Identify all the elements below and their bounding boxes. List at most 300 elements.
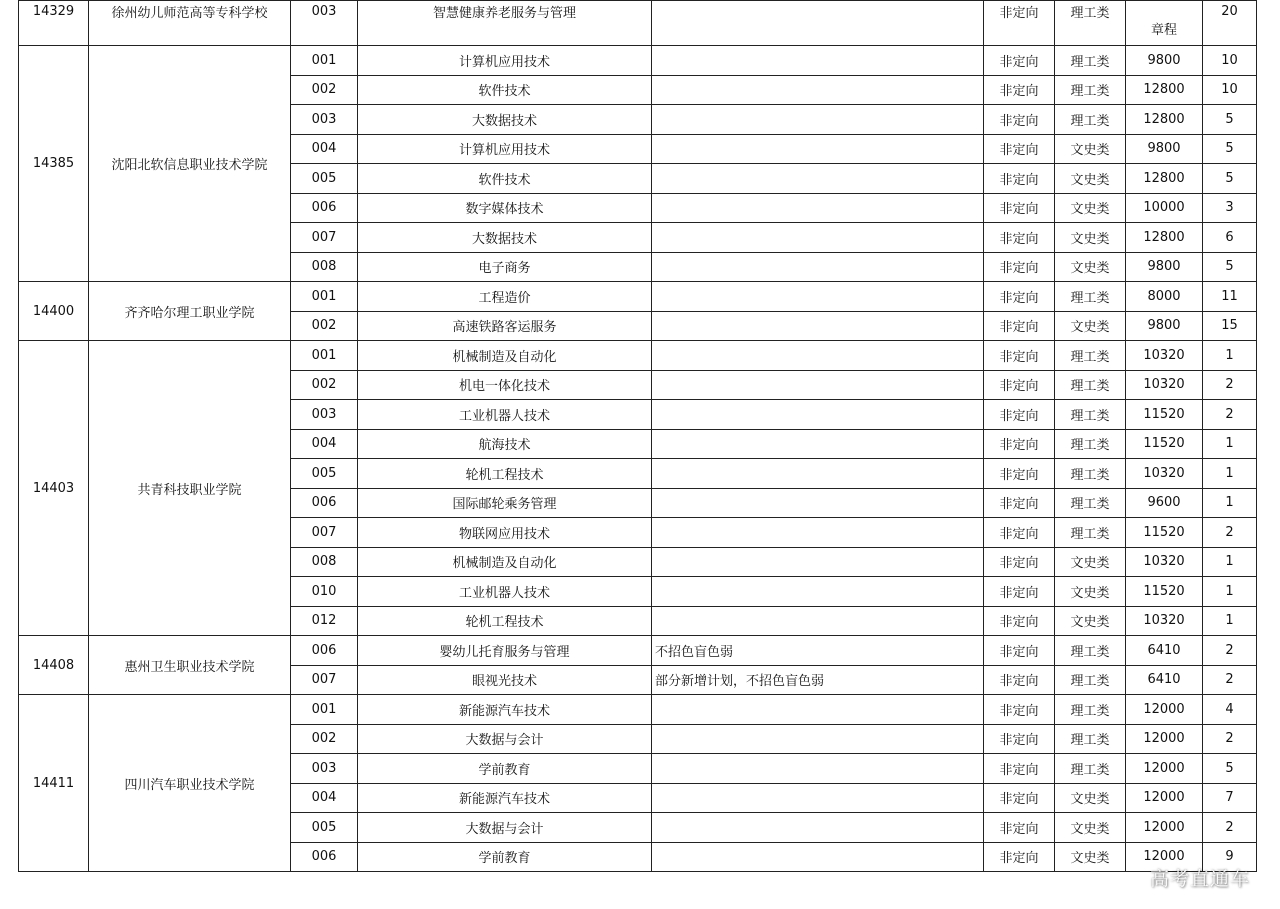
quota-cell — [1203, 134, 1257, 164]
direction-cell — [984, 46, 1055, 76]
major-name: 电子商务 — [478, 261, 531, 277]
category-cell — [1055, 665, 1126, 695]
quota: 5 — [1225, 259, 1234, 275]
direction-cell — [984, 370, 1055, 400]
major-code-cell — [291, 695, 358, 725]
category-cell — [1055, 1, 1126, 46]
major-code: 003 — [311, 111, 337, 127]
major-code: 007 — [311, 229, 337, 245]
major-name-cell — [358, 842, 652, 872]
quota: 1 — [1225, 495, 1234, 511]
major-code: 002 — [311, 731, 337, 747]
major-code-cell — [291, 193, 358, 223]
major-name-cell — [358, 518, 652, 548]
category-cell — [1055, 606, 1126, 636]
major-code-cell — [291, 429, 358, 459]
category: 文史类 — [1070, 172, 1110, 188]
school-name: 沈阳北软信息职业技术学院 — [111, 158, 268, 173]
category: 理工类 — [1070, 5, 1110, 21]
admissions-plan-table — [18, 0, 1257, 872]
direction-cell — [984, 311, 1055, 341]
direction-cell — [984, 459, 1055, 489]
direction: 非定向 — [999, 851, 1039, 867]
fee-cell — [1126, 75, 1203, 105]
category: 文史类 — [1070, 143, 1110, 159]
major-code: 005 — [311, 819, 337, 835]
table-body — [19, 1, 1257, 872]
note-cell — [652, 105, 984, 135]
fee-cell — [1126, 223, 1203, 253]
category-cell — [1055, 193, 1126, 223]
direction: 非定向 — [999, 821, 1039, 837]
school-code: 14408 — [32, 657, 75, 673]
major-name: 学前教育 — [478, 851, 531, 867]
major-name-cell — [358, 606, 652, 636]
major-code: 010 — [311, 583, 337, 599]
fee: 10320 — [1143, 465, 1185, 481]
fee: 10320 — [1143, 377, 1185, 393]
major-code-cell — [291, 282, 358, 312]
direction: 非定向 — [999, 379, 1039, 395]
major-code: 008 — [311, 554, 337, 570]
direction-cell — [984, 341, 1055, 371]
note-cell — [652, 459, 984, 489]
direction: 非定向 — [999, 703, 1039, 719]
quota: 3 — [1225, 200, 1234, 216]
category-cell — [1055, 488, 1126, 518]
direction: 非定向 — [999, 438, 1039, 454]
note-cell — [652, 75, 984, 105]
major-code: 001 — [311, 347, 337, 363]
major-code: 008 — [311, 259, 337, 275]
major-name-cell — [358, 1, 652, 46]
note-cell — [652, 577, 984, 607]
note-cell — [652, 783, 984, 813]
quota-cell — [1203, 46, 1257, 76]
note-cell — [652, 400, 984, 430]
quota-cell — [1203, 282, 1257, 312]
major-name-cell — [358, 459, 652, 489]
category: 理工类 — [1070, 467, 1110, 483]
major-code-cell — [291, 75, 358, 105]
major-code-cell — [291, 547, 358, 577]
category: 文史类 — [1070, 585, 1110, 601]
quota-cell — [1203, 1, 1257, 46]
category-cell — [1055, 370, 1126, 400]
direction: 非定向 — [999, 408, 1039, 424]
quota: 1 — [1225, 436, 1234, 452]
fee: 12000 — [1143, 849, 1185, 865]
fee: 11520 — [1143, 583, 1185, 599]
school-name-cell — [89, 695, 291, 872]
major-name-cell — [358, 400, 652, 430]
major-name: 机械制造及自动化 — [452, 556, 557, 572]
note-cell — [652, 754, 984, 784]
category-cell — [1055, 429, 1126, 459]
fee: 12800 — [1143, 111, 1185, 127]
note-cell — [652, 341, 984, 371]
quota: 1 — [1225, 554, 1234, 570]
note-cell — [652, 311, 984, 341]
quota-cell — [1203, 311, 1257, 341]
major-name: 工业机器人技术 — [458, 408, 550, 424]
fee-cell — [1126, 577, 1203, 607]
major-name: 工程造价 — [478, 290, 531, 306]
quota-cell — [1203, 370, 1257, 400]
quota-cell — [1203, 518, 1257, 548]
major-name: 国际邮轮乘务管理 — [452, 497, 557, 513]
note-cell — [652, 518, 984, 548]
category-cell — [1055, 75, 1126, 105]
major-name: 软件技术 — [478, 84, 531, 100]
major-name-cell — [358, 665, 652, 695]
fee-cell — [1126, 400, 1203, 430]
quota-cell — [1203, 252, 1257, 282]
category: 理工类 — [1070, 113, 1110, 129]
major-name-cell — [358, 813, 652, 843]
category: 理工类 — [1070, 733, 1110, 749]
major-code: 001 — [311, 52, 337, 68]
fee: 10320 — [1143, 554, 1185, 570]
direction-cell — [984, 754, 1055, 784]
major-code: 003 — [311, 760, 337, 776]
fee-cell — [1126, 46, 1203, 76]
quota: 5 — [1225, 170, 1234, 186]
direction: 非定向 — [999, 526, 1039, 542]
school-name: 惠州卫生职业技术学院 — [124, 659, 255, 675]
school-code-cell — [19, 341, 89, 636]
major-code-cell — [291, 518, 358, 548]
direction: 非定向 — [999, 5, 1039, 21]
major-code-cell — [291, 459, 358, 489]
fee-cell — [1126, 488, 1203, 518]
school-name: 徐州幼儿师范高等专科学校 — [111, 5, 268, 21]
major-code-cell — [291, 754, 358, 784]
fee: 9800 — [1147, 259, 1181, 275]
major-name-cell — [358, 75, 652, 105]
quota-cell — [1203, 488, 1257, 518]
table-row — [19, 695, 1257, 725]
major-name: 机电一体化技术 — [458, 379, 550, 395]
major-code-cell — [291, 636, 358, 666]
major-code-cell — [291, 105, 358, 135]
quota: 5 — [1225, 111, 1234, 127]
major-code: 004 — [311, 141, 337, 157]
major-code: 005 — [311, 170, 337, 186]
table-row — [19, 46, 1257, 76]
quota: 5 — [1225, 760, 1234, 776]
major-name: 大数据与会计 — [465, 821, 544, 837]
note-cell — [652, 223, 984, 253]
direction: 非定向 — [999, 113, 1039, 129]
fee: 12000 — [1143, 790, 1185, 806]
fee-cell — [1126, 724, 1203, 754]
fee: 12000 — [1143, 701, 1185, 717]
note-cell — [652, 164, 984, 194]
quota: 11 — [1221, 288, 1238, 304]
fee: 6410 — [1147, 642, 1181, 658]
major-name-cell — [358, 46, 652, 76]
note-cell — [652, 282, 984, 312]
direction-cell — [984, 252, 1055, 282]
major-name: 高速铁路客运服务 — [452, 320, 557, 336]
quota: 2 — [1225, 406, 1234, 422]
fee-cell — [1126, 518, 1203, 548]
category: 文史类 — [1070, 615, 1110, 631]
direction: 非定向 — [999, 674, 1039, 690]
quota: 2 — [1225, 819, 1234, 835]
note-cell — [652, 636, 984, 666]
major-name-cell — [358, 695, 652, 725]
quota-cell — [1203, 636, 1257, 666]
category: 理工类 — [1070, 408, 1110, 424]
fee: 12800 — [1143, 82, 1185, 98]
category-cell — [1055, 724, 1126, 754]
quota: 7 — [1225, 790, 1234, 806]
category: 理工类 — [1070, 674, 1110, 690]
fee-cell — [1126, 783, 1203, 813]
table-row — [19, 636, 1257, 666]
major-name: 机械制造及自动化 — [452, 349, 557, 365]
major-name: 数字媒体技术 — [465, 202, 544, 218]
school-code-cell — [19, 46, 89, 282]
fee-cell — [1126, 311, 1203, 341]
quota-cell — [1203, 105, 1257, 135]
category: 理工类 — [1070, 84, 1110, 100]
direction: 非定向 — [999, 261, 1039, 277]
category-cell — [1055, 695, 1126, 725]
major-code: 007 — [311, 672, 337, 688]
direction-cell — [984, 724, 1055, 754]
direction: 非定向 — [999, 320, 1039, 336]
school-code-cell — [19, 695, 89, 872]
major-name-cell — [358, 429, 652, 459]
direction-cell — [984, 695, 1055, 725]
direction-cell — [984, 665, 1055, 695]
category-cell — [1055, 46, 1126, 76]
direction: 非定向 — [999, 290, 1039, 306]
quota: 1 — [1225, 613, 1234, 629]
direction-cell — [984, 164, 1055, 194]
major-code-cell — [291, 606, 358, 636]
quota: 2 — [1225, 524, 1234, 540]
category-cell — [1055, 783, 1126, 813]
fee: 10320 — [1143, 613, 1185, 629]
direction: 非定向 — [999, 585, 1039, 601]
major-code-cell — [291, 134, 358, 164]
direction-cell — [984, 842, 1055, 872]
major-name-cell — [358, 223, 652, 253]
direction: 非定向 — [999, 202, 1039, 218]
note: 不招色盲色弱 — [655, 644, 734, 660]
major-name: 智慧健康养老服务与管理 — [432, 5, 576, 21]
major-name-cell — [358, 547, 652, 577]
major-code-cell — [291, 341, 358, 371]
category-cell — [1055, 252, 1126, 282]
quota: 10 — [1221, 82, 1238, 98]
note-cell — [652, 46, 984, 76]
major-name-cell — [358, 311, 652, 341]
major-code: 004 — [311, 436, 337, 452]
category-cell — [1055, 282, 1126, 312]
quota-cell — [1203, 459, 1257, 489]
school-code-cell — [19, 282, 89, 341]
category-cell — [1055, 754, 1126, 784]
school-name-cell — [89, 341, 291, 636]
direction: 非定向 — [999, 644, 1039, 660]
category-cell — [1055, 459, 1126, 489]
note-cell — [652, 695, 984, 725]
school-code: 14329 — [32, 3, 75, 19]
quota: 2 — [1225, 642, 1234, 658]
category-cell — [1055, 547, 1126, 577]
direction-cell — [984, 1, 1055, 46]
quota-cell — [1203, 754, 1257, 784]
school-code: 14400 — [32, 303, 75, 319]
direction-cell — [984, 429, 1055, 459]
fee-cell — [1126, 754, 1203, 784]
school-code: 14411 — [32, 775, 75, 791]
quota: 2 — [1225, 731, 1234, 747]
school-code: 14385 — [32, 156, 75, 171]
major-name: 轮机工程技术 — [465, 467, 544, 483]
major-code: 006 — [311, 642, 337, 658]
direction-cell — [984, 282, 1055, 312]
category-cell — [1055, 400, 1126, 430]
major-name-cell — [358, 783, 652, 813]
fee: 9800 — [1147, 141, 1181, 157]
quota-cell — [1203, 813, 1257, 843]
fee-cell — [1126, 459, 1203, 489]
fee: 8000 — [1147, 288, 1181, 304]
note-cell — [652, 606, 984, 636]
quota-cell — [1203, 665, 1257, 695]
direction: 非定向 — [999, 497, 1039, 513]
quota: 9 — [1225, 849, 1234, 865]
major-code: 006 — [311, 849, 337, 865]
quota-cell — [1203, 164, 1257, 194]
major-code: 006 — [311, 495, 337, 511]
category: 文史类 — [1070, 320, 1110, 336]
major-name-cell — [358, 636, 652, 666]
fee: 12800 — [1143, 170, 1185, 186]
school-code-cell — [19, 636, 89, 695]
major-code: 007 — [311, 524, 337, 540]
direction-cell — [984, 400, 1055, 430]
fee-cell — [1126, 370, 1203, 400]
major-code: 003 — [311, 406, 337, 422]
note-cell — [652, 813, 984, 843]
direction: 非定向 — [999, 54, 1039, 70]
note-cell — [652, 1, 984, 46]
direction: 非定向 — [999, 467, 1039, 483]
major-name: 航海技术 — [478, 438, 531, 454]
direction: 非定向 — [999, 762, 1039, 778]
major-name-cell — [358, 193, 652, 223]
major-code: 005 — [311, 465, 337, 481]
fee-cell — [1126, 547, 1203, 577]
major-code-cell — [291, 252, 358, 282]
note-cell — [652, 665, 984, 695]
direction: 非定向 — [999, 615, 1039, 631]
category: 文史类 — [1070, 821, 1110, 837]
category: 理工类 — [1070, 644, 1110, 660]
fee: 12000 — [1143, 731, 1185, 747]
quota: 2 — [1225, 672, 1234, 688]
school-name-cell — [89, 282, 291, 341]
category: 理工类 — [1070, 762, 1110, 778]
note-cell — [652, 547, 984, 577]
fee-cell — [1126, 606, 1203, 636]
major-code: 002 — [311, 377, 337, 393]
school-code: 14403 — [32, 480, 75, 496]
fee-cell — [1126, 282, 1203, 312]
note-cell — [652, 724, 984, 754]
category: 理工类 — [1070, 349, 1110, 365]
note-cell — [652, 370, 984, 400]
direction-cell — [984, 75, 1055, 105]
major-name-cell — [358, 252, 652, 282]
fee: 11520 — [1143, 406, 1185, 422]
direction: 非定向 — [999, 792, 1039, 808]
fee: 9800 — [1147, 318, 1181, 334]
major-name: 轮机工程技术 — [465, 615, 544, 631]
fee-cell — [1126, 429, 1203, 459]
quota-cell — [1203, 547, 1257, 577]
major-code-cell — [291, 164, 358, 194]
direction-cell — [984, 193, 1055, 223]
major-name: 软件技术 — [478, 172, 531, 188]
school-name-cell — [89, 1, 291, 46]
major-code: 002 — [311, 318, 337, 334]
direction: 非定向 — [999, 556, 1039, 572]
fee-cell — [1126, 636, 1203, 666]
direction-cell — [984, 134, 1055, 164]
major-name: 计算机应用技术 — [458, 54, 550, 70]
note-cell — [652, 252, 984, 282]
quota: 4 — [1225, 701, 1234, 717]
quota-cell — [1203, 695, 1257, 725]
quota: 1 — [1225, 583, 1234, 599]
fee: 11520 — [1143, 436, 1185, 452]
fee-cell — [1126, 105, 1203, 135]
watermark: 高考直通车 — [1149, 868, 1250, 890]
major-name: 新能源汽车技术 — [458, 792, 550, 808]
major-name-cell — [358, 724, 652, 754]
direction: 非定向 — [999, 84, 1039, 100]
major-name: 工业机器人技术 — [458, 585, 550, 601]
category: 文史类 — [1070, 231, 1110, 247]
school-name: 齐齐哈尔理工职业学院 — [124, 305, 255, 321]
quota: 10 — [1221, 52, 1238, 68]
major-code-cell — [291, 370, 358, 400]
table-row-partial — [19, 1, 1257, 46]
major-code: 001 — [311, 701, 337, 717]
major-code: 001 — [311, 288, 337, 304]
fee-cell — [1126, 193, 1203, 223]
major-code-cell — [291, 400, 358, 430]
category-cell — [1055, 105, 1126, 135]
major-code-cell — [291, 783, 358, 813]
fee: 章程 — [1150, 23, 1177, 38]
category: 理工类 — [1070, 497, 1110, 513]
quota: 1 — [1225, 465, 1234, 481]
direction: 非定向 — [999, 172, 1039, 188]
table-row — [19, 341, 1257, 371]
fee-cell — [1126, 1, 1203, 46]
note-cell — [652, 429, 984, 459]
quota: 5 — [1225, 141, 1234, 157]
